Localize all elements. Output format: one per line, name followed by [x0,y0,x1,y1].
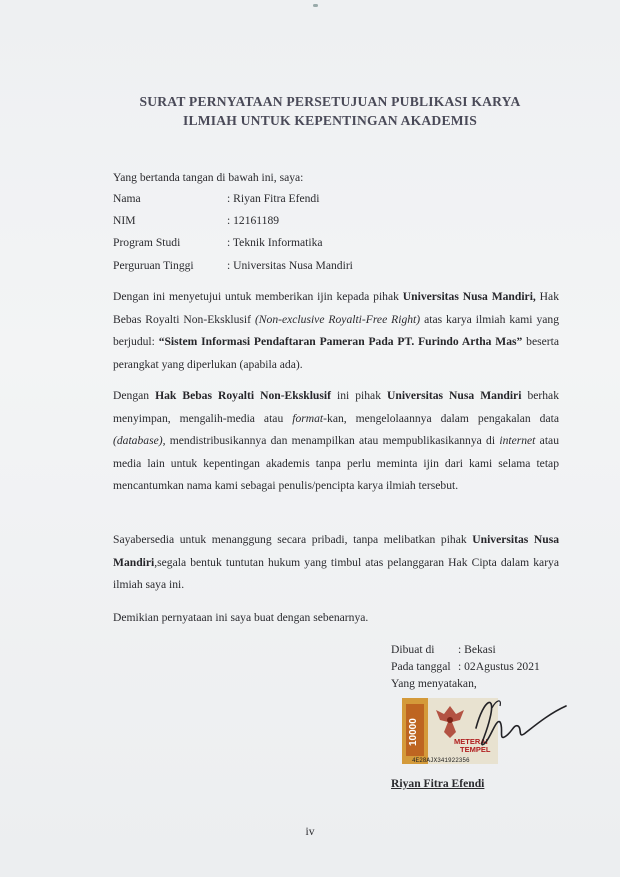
value-perguruan-tinggi: : Universitas Nusa Mandiri [227,259,353,272]
stamp-serial: 4E28AJX341922356 [412,757,470,764]
stated-label: Yang menyatakan, [391,677,477,690]
paragraph-rights: Dengan Hak Bebas Royalti Non-Eksklusif ini pihak Universitas Nusa Mandiri berhak menyimpan, mengalih-media atau format-kan, mengelolaannya dalam pengakalan data (database), mendistribusikannya dan menampilkan atau mempublikasikannya di internet atau media lain untuk kepentingan akademis tanpa perlu meminta ijin dari kami selama tetap mencantumkan nama kami sebagai penulis/pencipta karya ilmiah tersebut. [113,389,559,492]
scan-mark [313,4,318,7]
value-nama: : Riyan Fitra Efendi [227,192,320,205]
closing-statement: Demikian pernyataan ini saya buat dengan sebenarnya. [113,611,369,624]
title-line-1: SURAT PERNYATAAN PERSETUJUAN PUBLIKASI KARYA [139,94,521,109]
paragraph-liability: Sayabersedia untuk menanggung secara pribadi, tanpa melibatkan pihak Universitas Nusa Mandiri,segala bentuk tuntutan hukum yang timbul atas pelanggaran Hak Cipta dalam karya ilmiah saya ini. [113,533,560,591]
place-label: Dibuat di [391,643,435,656]
document-title [60,92,600,130]
date-label: Pada tanggal [391,660,451,673]
place-value: : Bekasi [458,643,496,656]
signature-graphic [470,688,570,760]
stamp-amount: 10000 [408,718,419,746]
date-value: : 02Agustus 2021 [458,660,540,673]
intro-text: Yang bertanda tangan di bawah ini, saya: [113,171,304,184]
stamp-text-tempel: TEMPEL [460,745,491,754]
label-nama: Nama [113,192,141,205]
title-line-2: ILMIAH UNTUK KEPENTINGAN AKADEMIS [183,113,477,128]
signer-name: Riyan Fitra Efendi [391,777,485,790]
page-number: iv [305,825,315,838]
paragraph-consent: Dengan ini menyetujui untuk memberikan ijin kepada pihak Universitas Nusa Mandiri, Hak Bebas Royalti Non-Eksklusif (Non-exclusive Royalti-Free Right) atas karya ilmiah kami yang berjudul: “Sistem Informasi Pendaftaran Pameran Pada PT. Furindo Artha Mas” beserta perangkat yang diperlukan (apabila ada). [113,290,559,371]
label-program-studi: Program Studi [113,236,181,249]
value-nim: : 12161189 [227,214,280,227]
label-perguruan-tinggi: Perguruan Tinggi [113,259,194,272]
stamp-text-meterai: METERAI [454,737,488,746]
label-nim: NIM [113,214,136,227]
value-program-studi: : Teknik Informatika [227,236,323,249]
